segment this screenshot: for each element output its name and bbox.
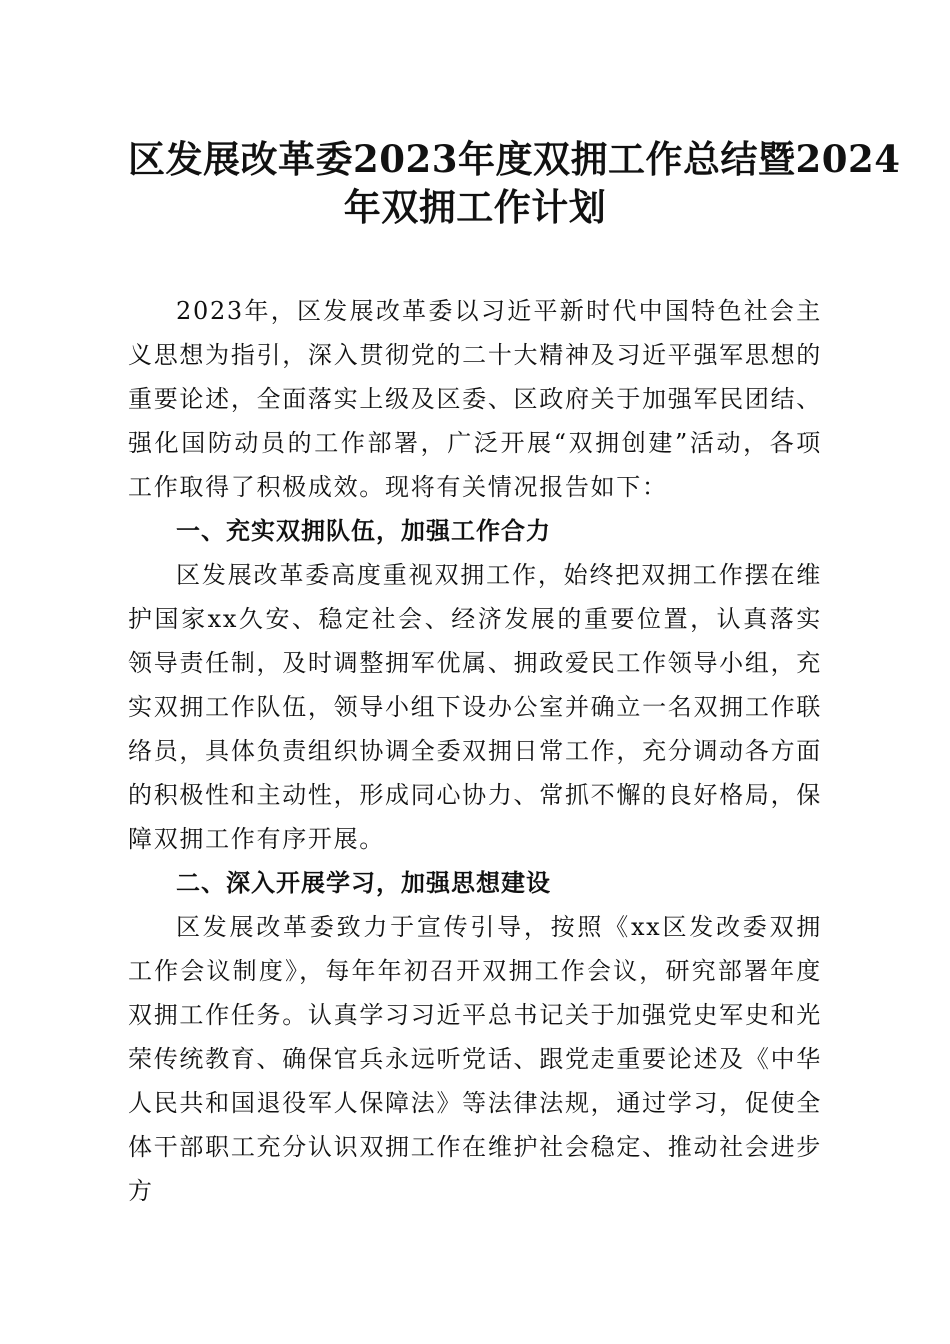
title-line-2: 年双拥工作计划: [343, 185, 607, 229]
section-2-heading: 二、深入开展学习，加强思想建设: [176, 869, 551, 897]
intro-paragraph: 2023年，区发展改革委以习近平新时代中国特色社会主义思想为指引，深入贯彻党的二十大精神及习近平强军思想的重要论述，全面落实上级及区委、区政府关于加强军民团结、强化国防动员的工作部署，广泛开展“双拥创建”活动，各项工作取得了积极成效。现将有关情况报告如下：: [128, 297, 822, 501]
document-title: [128, 135, 901, 231]
section-1-heading: 一、充实双拥队伍，加强工作合力: [176, 517, 551, 545]
title-line-1: 区发展改革委2023年度双拥工作总结暨2024: [128, 137, 901, 181]
section-1-paragraph: 区发展改革委高度重视双拥工作，始终把双拥工作摆在维护国家xx久安、稳定社会、经济发展的重要位置，认真落实领导责任制，及时调整拥军优属、拥政爱民工作领导小组，充实双拥工作队伍，领导小组下设办公室并确立一名双拥工作联络员，具体负责组织协调全委双拥日常工作，充分调动各方面的积极性和主动性，形成同心协力、常抓不懈的良好格局，保障双拥工作有序开展。: [128, 561, 822, 853]
section-2-paragraph: 区发展改革委致力于宣传引导，按照《xx区发改委双拥工作会议制度》，每年年初召开双拥工作会议，研究部署年度双拥工作任务。认真学习习近平总书记关于加强党史军史和光荣传统教育、确保官兵永远听党话、跟党走重要论述及《中华人民共和国退役军人保障法》等法律法规，通过学习，促使全体干部职工充分认识双拥工作在维护社会稳定、推动社会进步方: [128, 913, 822, 1205]
document-body: [128, 289, 822, 1213]
